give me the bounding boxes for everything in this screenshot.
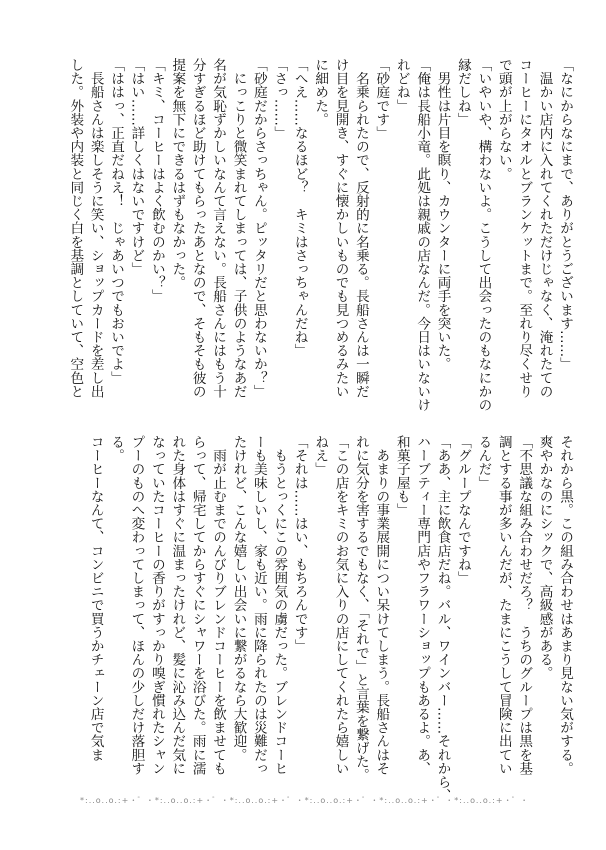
text-column: にっこりと微笑まれてしまっては、子供のようなあだ — [230, 58, 247, 398]
text-block-top — [65, 58, 575, 412]
text-column: 「砂庭です」 — [373, 58, 390, 140]
text-column: け目を見開き、すぐに懐かしいものでも見つめるみたい — [332, 58, 349, 398]
text-column: それから黒。この組み合わせはあまり見ない気がする。 — [557, 435, 573, 775]
text-column: 「なにからなにまで、ありがとうございます……」 — [557, 58, 573, 371]
text-column: 名が気恥ずかしいなんて言えない。長船さんにはもう十 — [210, 58, 227, 398]
ornament-divider: *:..o..o.:+・ﾟ ・*:..o..o.:+・ﾟ ・*:..o..o.:+・ﾟ ・*:..o..o.:+・ﾟ ・*:..o..o.:+・ﾟ ・*:..o..o.:+・ﾟ ・ — [80, 796, 530, 805]
text-column: もうとっくにこの雰囲気の虜だった。ブレンドコーヒ — [271, 435, 288, 775]
text-column: 温かい店内に入れてくれただけじゃなく、淹れたての — [536, 58, 553, 398]
text-column: 「グループなんですね」 — [454, 435, 471, 585]
text-column: プーのものへ変わってしまって、ほんの少しだけ落胆す — [128, 435, 145, 775]
text-column: 爽やかなのにシックで、高級感がある。 — [536, 435, 553, 680]
text-column: 「へえ……なるほど？ キミはさっちゃんだね」 — [291, 58, 308, 358]
text-column: 「いやいや、構わないよ。こうして出会ったのもなにかの — [475, 58, 492, 412]
text-column: る。 — [108, 435, 125, 463]
text-column: 縁だしね」 — [454, 58, 471, 126]
text-column: 「キミ、コーヒーはよく飲むのかい？」 — [148, 58, 165, 303]
text-column: 「それは……はい、もちろんです」 — [291, 435, 308, 653]
text-column: 「不思議な組み合わせだろ？ うちのグループは黒を基 — [516, 435, 533, 775]
text-column: 雨が止むまでのんびりブレンドコーヒーを飲ませても — [210, 435, 227, 775]
text-column: 「この店をキミのお気に入りの店にしてくれたら嬉しい — [332, 435, 349, 775]
text-column: るんだ」 — [475, 435, 492, 490]
text-column: 「さっ……」 — [271, 58, 288, 140]
text-column: たけれど、こんな嬉しい出会いに繋がるなら大歓迎。 — [230, 435, 247, 762]
text-column: ハーブティー専門店やフラワーショップもあるよ。あ、 — [414, 435, 431, 775]
text-column: コーヒーなんて、コンビニで買うかチェーン店で気ま — [87, 435, 104, 762]
text-column: 和菓子屋も」 — [393, 435, 410, 517]
text-column: 男性は片目を瞑り、カウンターに両手を突いた。 — [434, 58, 451, 371]
text-column: れた身体はすぐに温まったけれど、髪に沁み込んだ気に — [169, 435, 186, 775]
text-column: 分すぎるほど助けてもらったあとなので、そもそも彼の — [189, 58, 206, 398]
text-column: 「砂庭だからさっちゃん。ピッタリだと思わないか？」 — [250, 58, 267, 398]
text-column: 長船さんは楽しそうに笑い、ショップカードを差し出 — [87, 58, 104, 398]
text-column: した。外装や内装と同じく白を基調としていて、空色と — [67, 58, 84, 398]
text-column: 「俺は長船小竜。此処は親戚の店なんだ。今日はいないけ — [414, 58, 431, 412]
text-column: ねえ」 — [312, 435, 329, 476]
text-column: あまりの事業展開につい呆けてしまう。長船さんはそ — [373, 435, 390, 775]
text-column: 「ははっ、正直だねえ！ じゃあいつでもおいでよ」 — [108, 58, 125, 385]
text-column: 「はい……詳しくはないですけど」 — [128, 58, 145, 276]
text-column: らって、帰宅してからすぐにシャワーを浴びた。雨に濡 — [189, 435, 206, 775]
text-column: れに気分を害するでもなく、「それで」と言葉を繋げた。 — [352, 435, 369, 782]
text-column: に細めた。 — [312, 58, 329, 126]
text-column: 調とする事が多いんだが、たまにこうして冒険に出てい — [495, 435, 512, 775]
text-column: で頭が上がらない。 — [495, 58, 512, 181]
text-column: 名乗られたので、反射的に名乗る。長船さんは一瞬だ — [352, 58, 369, 398]
text-column: コーヒーにタオルとブランケットまで。至れり尽くせり — [516, 58, 533, 398]
text-column: ーも美味しいし、家も近い。雨に降られたのは災難だっ — [250, 435, 267, 775]
text-column: 提案を無下にできるはずもなかった。 — [169, 58, 186, 290]
text-column: れどね」 — [393, 58, 410, 113]
text-column: 「ああ、主に飲食店だね。バル、ワインバー……それから、 — [434, 435, 451, 803]
text-column: なっていたコーヒーの香りがすっかり嗅ぎ慣れたシャン — [148, 435, 165, 775]
